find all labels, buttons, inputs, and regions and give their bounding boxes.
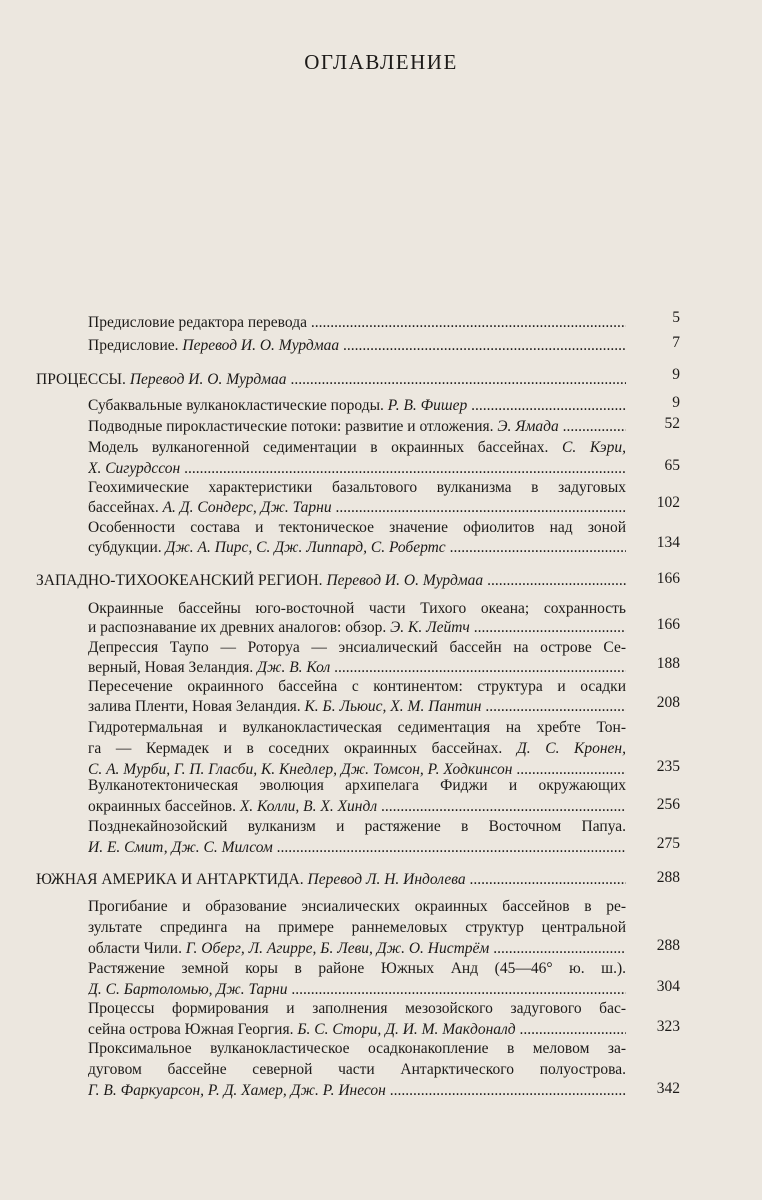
toc-page-number: 342	[656, 1080, 680, 1097]
toc-entry-line: Позднекайнозойский вулканизм и растяжение в Восточном Папуа.	[88, 818, 626, 835]
toc-entry-line: окраинных бассейнов. Х. Колли, В. Х. Хиндл .....	[88, 797, 626, 817]
toc-page-number: 235	[656, 758, 680, 775]
toc-entry-line: залива Пленти, Новая Зеландия. К. Б. Льюис, Х. М. Пантин .....	[88, 697, 626, 717]
toc-page-number: 323	[656, 1018, 680, 1035]
toc-entry-line: верный, Новая Зеландия. Дж. В. Кол .....	[88, 658, 626, 678]
toc-page-number: 208	[656, 694, 680, 711]
toc-entry-line: Д. С. Бартоломью, Дж. Тарни .....	[88, 980, 626, 1000]
toc-page-number: 288	[656, 869, 680, 886]
toc-page-number: 166	[656, 570, 680, 587]
toc-entry-line: Прогибание и образование энсиалических окраинных бассейнов в ре-	[88, 898, 626, 915]
toc-entry-line: Х. Сигурдссон .....	[88, 459, 626, 479]
toc-entry-line: Особенности состава и тектоническое значение офиолитов над зоной	[88, 519, 626, 536]
toc-entry-line: Окраинные бассейны юго-восточной части Тихого океана; сохранность	[88, 600, 626, 617]
toc-entry-line: Предисловие. Перевод И. О. Мурдмаа .....	[88, 336, 626, 356]
toc-page-number: 304	[656, 978, 680, 995]
toc-entry-line: Субаквальные вулканокластические породы. Р. В. Фишер .....	[88, 396, 626, 416]
toc-entry-line: дуговом бассейне северной части Антарктического полуострова.	[88, 1061, 626, 1078]
toc-entry-line: Гидротермальная и вулканокластическая седиментация на хребте Тон-	[88, 719, 626, 736]
toc-entry-line: зультате спрединга на примере раннемеловых структур центральной	[88, 919, 626, 936]
toc-page-number: 134	[656, 534, 680, 551]
toc-page-number: 5	[672, 309, 680, 326]
toc-entry-line: Процессы формирования и заполнения мезозойского задугового бас-	[88, 1000, 626, 1017]
toc-entry-line: Растяжение земной коры в районе Южных Анд (45—46° ю. ш.).	[88, 960, 626, 977]
toc-page-number: 102	[656, 494, 680, 511]
toc-page-number: 7	[672, 334, 680, 351]
toc-entry-line: Депрессия Таупо — Роторуа — энсиалический бассейн на острове Се-	[88, 639, 626, 656]
toc-entry-line: И. Е. Смит, Дж. С. Милсом .....	[88, 838, 626, 858]
toc-entry-line: ЗАПАДНО-ТИХООКЕАНСКИЙ РЕГИОН. Перевод И. О. Мурдмаа .....	[36, 571, 626, 591]
toc-entry-line: субдукции. Дж. А. Пирс, С. Дж. Липпард, С. Робертс .....	[88, 538, 626, 558]
toc-page-number: 166	[656, 616, 680, 633]
toc-entry-line: бассейнах. А. Д. Сондерс, Дж. Тарни .....	[88, 498, 626, 518]
toc-entry-line: Пересечение окраинного бассейна с континентом: структура и осадки	[88, 678, 626, 695]
toc-entry-line: Предисловие редактора перевода .....	[88, 313, 626, 333]
toc-entry-line: Вулканотектоническая эволюция архипелага Фиджи и окружающих	[88, 777, 626, 794]
toc-page-number: 188	[656, 655, 680, 672]
toc-page-number: 9	[672, 366, 680, 383]
toc-entry-line: сейна острова Южная Георгия. Б. С. Стори, Д. И. М. Макдоналд .....	[88, 1020, 626, 1040]
toc-entry-line: и распознавание их древних аналогов: обзор. Э. К. Лейтч .....	[88, 618, 626, 638]
toc-entry-line: га — Кермадек и в соседних окраинных бассейнах. Д. С. Кронен,	[88, 740, 626, 757]
toc-entry-line: области Чили. Г. Оберг, Л. Агирре, Б. Леви, Дж. О. Нистрём .....	[88, 939, 626, 959]
toc-entry-line: С. А. Мурби, Г. П. Гласби, К. Кнедлер, Дж. Томсон, Р. Ходкинсон .....	[88, 760, 626, 780]
toc-page-number: 275	[656, 835, 680, 852]
toc-entry-line: Проксимальное вулканокластическое осадконакопление в меловом за-	[88, 1040, 626, 1057]
toc-entry-line: ЮЖНАЯ АМЕРИКА И АНТАРКТИДА. Перевод Л. Н. Индолева .....	[36, 870, 626, 890]
toc-page-number: 288	[656, 937, 680, 954]
toc-entry-line: Г. В. Фаркуарсон, Р. Д. Хамер, Дж. Р. Инесон .....	[88, 1081, 626, 1101]
toc-entry-line: Модель вулканогенной седиментации в окраинных бассейнах. С. Кэри,	[88, 439, 626, 456]
toc-page-number: 65	[664, 457, 680, 474]
toc-entry-line: ПРОЦЕССЫ. Перевод И. О. Мурдмаа .....	[36, 370, 626, 390]
toc-page-number: 9	[672, 394, 680, 411]
toc-entry-line: Геохимические характеристики базальтового вулканизма в задуговых	[88, 479, 626, 496]
toc-page-number: 256	[656, 796, 680, 813]
page-title: ОГЛАВЛЕНИЕ	[304, 50, 458, 74]
toc-page-number: 52	[664, 415, 680, 432]
toc-entry-line: Подводные пирокластические потоки: развитие и отложения. Э. Ямада .....	[88, 417, 626, 437]
